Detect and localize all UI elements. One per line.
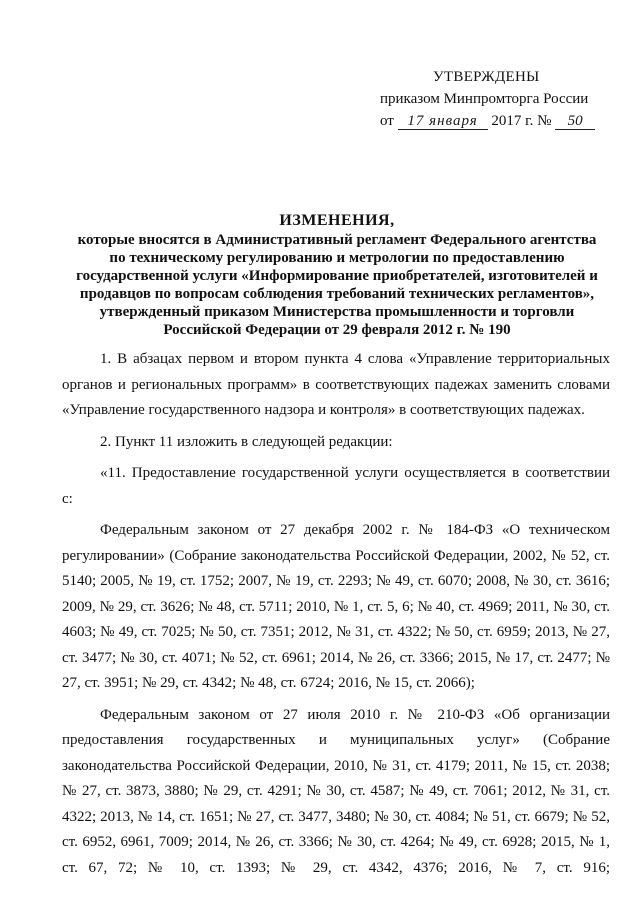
heading-line: государственной услуги «Информирование приобретателей, изготовителей и	[76, 268, 598, 284]
heading-line: которые вносятся в Административный регламент Федерального агентства	[77, 232, 597, 248]
year-suffix: 2017 г. №	[491, 113, 552, 129]
approval-block	[380, 66, 630, 132]
paragraph-3: «11. Предоставление государственной услуги осуществляется в соответствии с:	[62, 465, 610, 507]
paragraph-4: Федеральным законом от 27 декабря 2002 г. № 184-ФЗ «О техническом регулировании» (Собрание законодательства Российской Федерации, 2002, № 52, ст. 5140; 2005, № 19, ст. 1752; 2007, № 19, ст. 2293; № 49, ст. 6070; 2008, № 30, ст. 3616; 2009, № 29, ст. 3626; № 48, ст. 5711; 2010, № 1, ст. 5, 6; № 40, ст. 4969; 2011, № 30, ст. 4603; № 49, ст. 7025; № 50, ст. 7351; 2012, № 31, ст. 4322; № 50, ст. 6959; 2013, № 27, ст. 3477; № 30, ст. 4071; № 52, ст. 6961; 2014, № 26, ст. 3366; 2015, № 17, ст. 2477; № 27, ст. 3951; № 29, ст. 4342; № 48, ст. 6724; 2016, № 15, ст. 2066);	[62, 522, 610, 691]
heading-title: ИЗМЕНЕНИЯ,	[279, 212, 395, 229]
document-heading	[60, 212, 614, 339]
date-prefix: от	[380, 113, 394, 129]
approval-date-line	[380, 110, 630, 132]
document-body	[62, 347, 610, 881]
paragraph-1: 1. В абзацах первом и втором пункта 4 слова «Управление территориальных органов и региональных программ» в соответствующих падежах заменить словами «Управление государственного надзора и контроля» в соответствующих падежах.	[62, 351, 610, 418]
paragraph-2: 2. Пункт 11 изложить в следующей редакции:	[100, 433, 393, 450]
heading-line: по техническому регулированию и метрологии по предоставлению	[109, 250, 565, 266]
approval-title: УТВЕРЖДЕНЫ	[433, 69, 540, 85]
approval-order: приказом Минпромторга России	[380, 91, 589, 107]
handwritten-number: 50	[555, 113, 595, 130]
paragraph-5: Федеральным законом от 27 июля 2010 г. № 210-ФЗ «Об организации предоставления государственных и муниципальных услуг» (Собрание законодательства Российской Федерации, 2010, № 31, ст. 4179; 2011, № 15, ст. 2038; № 27, ст. 3873, 3880; № 29, ст. 4291; № 30, ст. 4587; № 49, ст. 7061; 2012, № 31, ст. 4322; 2013, № 14, ст. 1651; № 27, ст. 3477, 3480; № 30, ст. 4084; № 51, ст. 6679; № 52, ст. 6952, 6961, 7009; 2014, № 26, ст. 3366; № 30, ст. 4264; № 49, ст. 6928; 2015, № 1, ст. 67, 72; № 10, ст. 1393; № 29, ст. 4342, 4376; 2016, № 7, ст. 916;	[62, 706, 610, 876]
handwritten-date: 17 января	[398, 113, 488, 130]
heading-line: продавцов по вопросам соблюдения требований технических регламентов»,	[79, 286, 595, 302]
heading-line: утвержденный приказом Министерства промышленности и торговли	[99, 304, 575, 320]
heading-line: Российской Федерации от 29 февраля 2012 г. № 190	[163, 322, 511, 338]
